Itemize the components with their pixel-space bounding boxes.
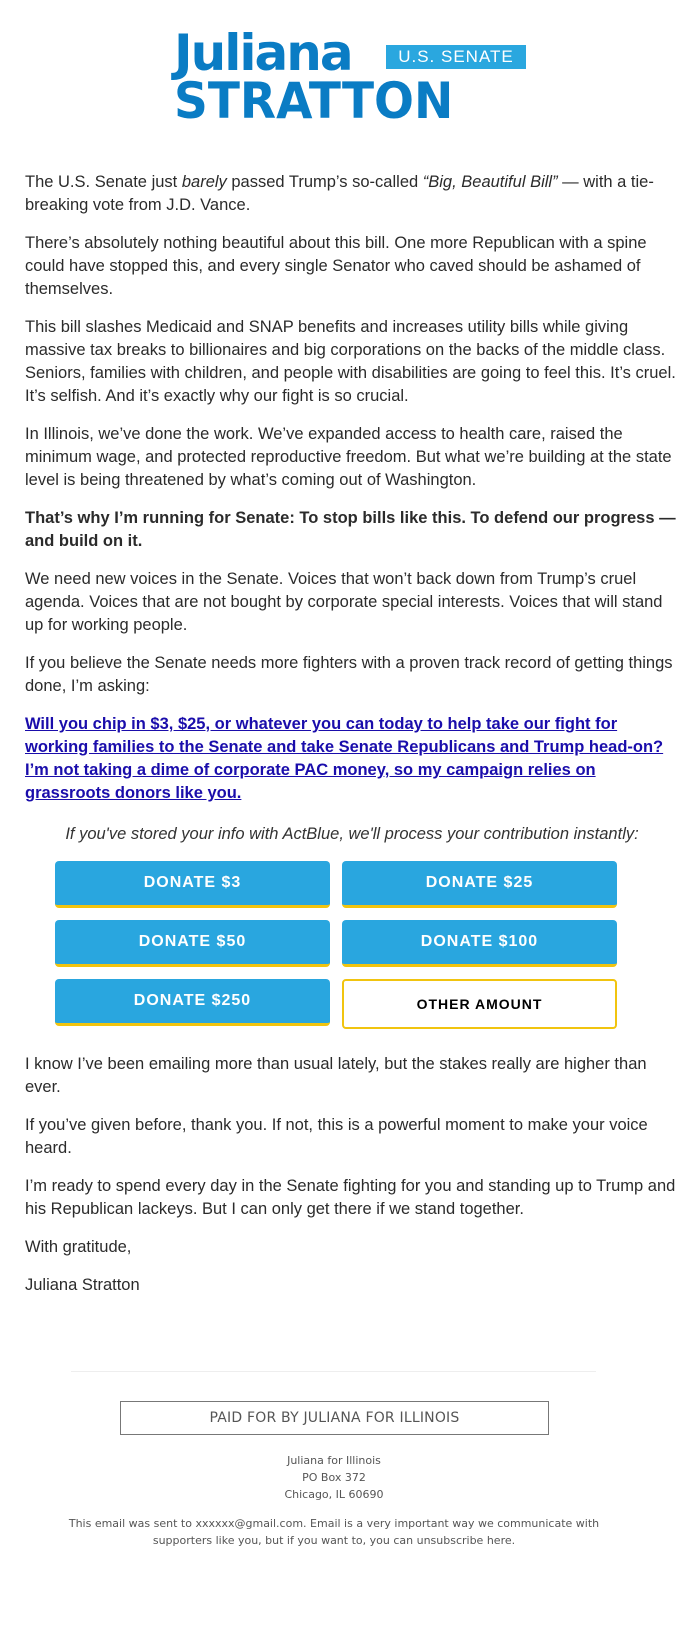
paid-for-disclaimer: PAID FOR BY JULIANA FOR ILLINOIS xyxy=(120,1401,549,1435)
logo-last-name: STRATTON xyxy=(174,72,454,130)
donate-button-grid xyxy=(55,861,617,1029)
mailing-address xyxy=(0,1452,668,1503)
legal-text-suffix: . Email is a very important way we communicate with supporters like you, but if you want to, you can xyxy=(152,1517,600,1547)
intro-text-1: The U.S. Senate just xyxy=(25,173,182,191)
donate-3-button[interactable]: DONATE $3 xyxy=(55,861,330,908)
logo-senate-tag: U.S. SENATE xyxy=(386,45,526,69)
donate-row xyxy=(55,979,617,1029)
donate-row xyxy=(55,861,617,908)
logo-first-name: Juliana xyxy=(174,24,352,82)
intro-text-3: — with a tie-breaking vote from J.D. Vance. xyxy=(25,173,654,214)
intro-emphasis-bill-name: “Big, Beautiful Bill” xyxy=(422,173,558,191)
paragraph-running-for-senate: That’s why I’m running for Senate: To stop bills like this. To defend our progress — and build on it. xyxy=(25,509,676,550)
legal-text-end: . xyxy=(511,1534,516,1547)
paragraph-cta xyxy=(25,713,679,805)
signature: Juliana Stratton xyxy=(25,1276,140,1294)
closing-section xyxy=(25,1053,679,1297)
donate-50-button[interactable]: DONATE $50 xyxy=(55,920,330,967)
footer-divider xyxy=(71,1371,596,1372)
paragraph-ready-to-spend: I’m ready to spend every day in the Senate fighting for you and standing up to Trump and his Republican lackeys. But I can only get there if we stand together. xyxy=(25,1177,676,1218)
intro-text-2: passed Trump’s so-called xyxy=(226,173,423,191)
paragraph-given-before: If you’ve given before, thank you. If not, this is a powerful moment to make your voice heard. xyxy=(25,1116,648,1157)
closing-salutation: With gratitude, xyxy=(25,1238,132,1256)
address-line-pobox: PO Box 372 xyxy=(302,1471,366,1484)
address-line-city: Chicago, IL 60690 xyxy=(284,1488,384,1501)
paragraph-bill-impact: This bill slashes Medicaid and SNAP benefits and increases utility bills while giving massive tax breaks to billionaires and big corporations on the backs of the middle class. Seniors, families with children, and people with disabilities are going to feel this. It’s cruel. It’s selfish. And it’s exactly why our fight is so crucial. xyxy=(25,318,676,405)
other-amount-button[interactable]: OTHER AMOUNT xyxy=(342,979,617,1029)
email-body xyxy=(25,171,679,1312)
paragraph-new-voices: We need new voices in the Senate. Voices that won’t back down from Trump’s cruel agenda. Voices that are not bought by corporate special interests. Voices that will stand up for working people. xyxy=(25,570,663,634)
cta-donate-link[interactable]: Will you chip in $3, $25, or whatever you can today to help take our fight for working families to the Senate and take Senate Republicans and Trump head-on? I’m not taking a dime of corporate PAC money, so my campaign relies on grassroots donors like you. xyxy=(25,715,664,802)
donate-25-button[interactable]: DONATE $25 xyxy=(342,861,617,908)
address-line-org: Juliana for Illinois xyxy=(287,1454,381,1467)
unsubscribe-link[interactable]: unsubscribe here xyxy=(416,1534,512,1547)
email-legal-notice xyxy=(60,1515,608,1549)
donate-row xyxy=(55,920,617,967)
paragraph-emailing-more: I know I’ve been emailing more than usual lately, but the stakes really are higher than ever. xyxy=(25,1055,647,1096)
paragraph-intro xyxy=(25,171,679,217)
paragraph-asking: If you believe the Senate needs more fighters with a proven track record of getting things done, I’m asking: xyxy=(25,654,673,695)
legal-text-prefix: This email was sent to xyxy=(68,1517,196,1530)
actblue-note: If you've stored your info with ActBlue, we'll process your contribution instantly: xyxy=(65,825,639,843)
donate-100-button[interactable]: DONATE $100 xyxy=(342,920,617,967)
intro-emphasis-barely: barely xyxy=(181,173,227,191)
paragraph-nothing-beautiful: There’s absolutely nothing beautiful about this bill. One more Republican with a spine could have stopped this, and every single Senator who caved should be ashamed of themselves. xyxy=(25,234,647,298)
campaign-logo xyxy=(174,24,526,130)
donate-250-button[interactable]: DONATE $250 xyxy=(55,979,330,1026)
paragraph-illinois: In Illinois, we’ve done the work. We’ve expanded access to health care, raised the minimum wage, and protected reproductive freedom. But what we’re building at the state level is being threatened by what’s coming out of Washington. xyxy=(25,425,672,489)
recipient-email-link[interactable]: xxxxxx@gmail.com xyxy=(195,1517,304,1530)
